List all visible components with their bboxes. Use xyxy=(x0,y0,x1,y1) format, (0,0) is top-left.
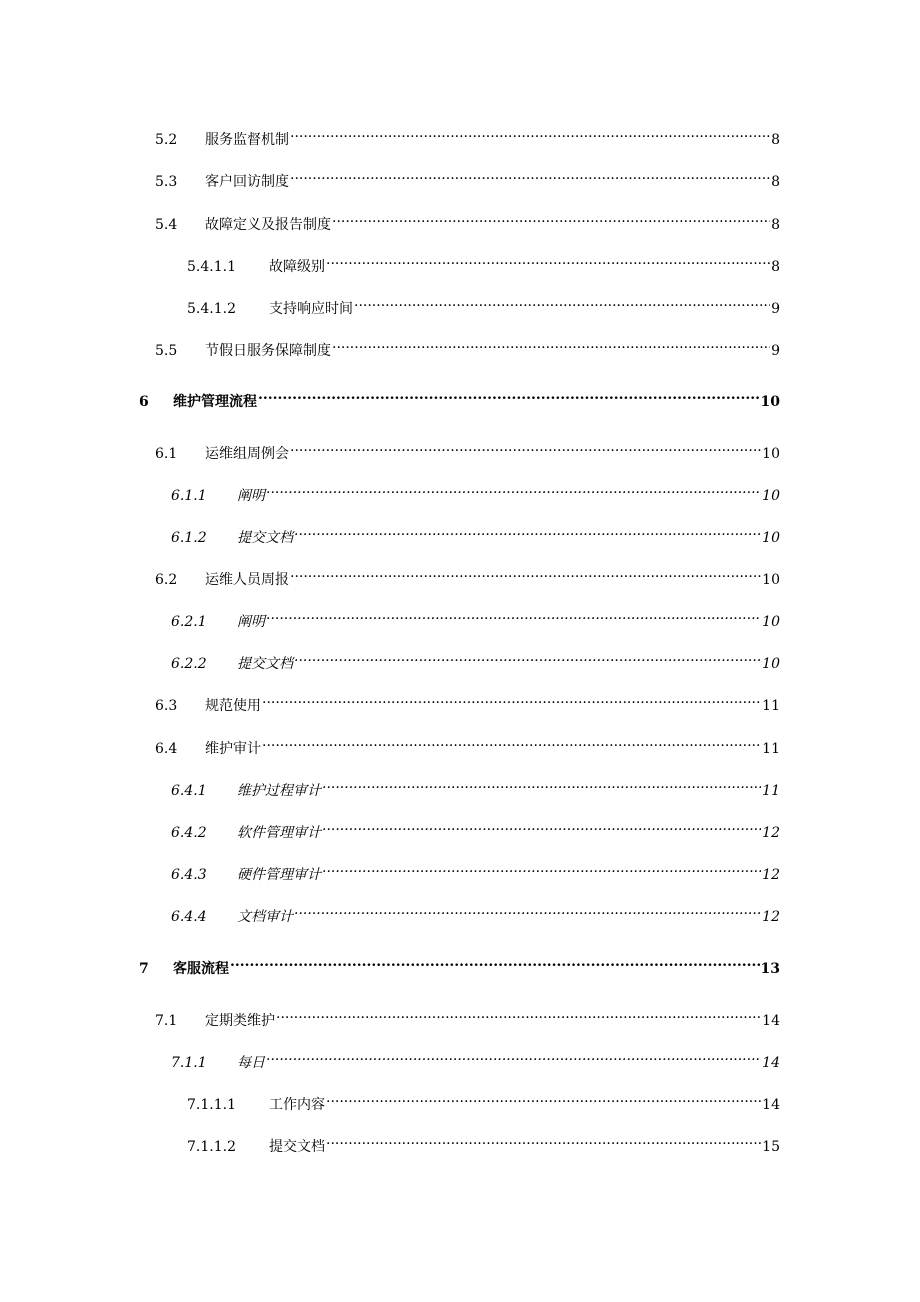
toc-number: 6.4.3 xyxy=(171,867,207,883)
toc-entry[interactable] xyxy=(155,562,780,588)
toc-title: 工作内容 xyxy=(269,1097,325,1113)
toc-leader xyxy=(266,478,761,500)
toc-title: 故障定义及报告制度 xyxy=(205,217,331,233)
toc-entry[interactable] xyxy=(171,520,780,546)
toc-number: 6.2.1 xyxy=(171,614,207,630)
toc-entry[interactable] xyxy=(155,122,780,148)
toc-number: 7.1.1.2 xyxy=(187,1139,236,1155)
toc-title: 硬件管理审计 xyxy=(237,867,321,883)
toc-page-number: 10 xyxy=(762,488,780,504)
toc-leader xyxy=(266,1045,761,1067)
toc-number: 7 xyxy=(139,961,149,977)
toc-entry[interactable] xyxy=(155,436,780,462)
toc-entry[interactable] xyxy=(171,604,780,630)
toc-title: 客户回访制度 xyxy=(205,174,289,190)
toc-title: 运维组周例会 xyxy=(205,446,289,462)
toc-page-number: 12 xyxy=(762,825,780,841)
toc-page-number: 10 xyxy=(762,572,780,588)
toc-number: 6.1 xyxy=(155,446,178,462)
toc-title: 提交文档 xyxy=(237,656,293,672)
toc-page-number: 14 xyxy=(762,1097,780,1113)
toc-number: 6.1.2 xyxy=(171,530,207,546)
toc-title: 定期类维护 xyxy=(205,1013,275,1029)
toc-leader xyxy=(290,164,770,186)
toc-entry[interactable] xyxy=(155,333,780,359)
toc-leader xyxy=(276,1003,761,1025)
toc-leader xyxy=(326,1129,761,1151)
toc-leader xyxy=(332,333,770,355)
toc-number: 6.4.4 xyxy=(171,909,207,925)
toc-number: 5.5 xyxy=(155,343,178,359)
toc-page-number: 10 xyxy=(762,614,780,630)
toc-entry[interactable] xyxy=(187,249,780,275)
toc-page-number: 12 xyxy=(762,867,780,883)
toc-number: 5.4 xyxy=(155,217,178,233)
toc-number: 6 xyxy=(139,394,149,410)
toc-page-number: 14 xyxy=(762,1055,780,1071)
toc-number: 6.3 xyxy=(155,698,178,714)
toc-page-number: 9 xyxy=(771,301,780,317)
toc-title: 节假日服务保障制度 xyxy=(205,343,331,359)
toc-entry[interactable] xyxy=(171,815,780,841)
toc-title: 运维人员周报 xyxy=(205,572,289,588)
toc-entry[interactable] xyxy=(155,164,780,190)
toc-entry[interactable] xyxy=(187,1087,780,1113)
toc-page-number: 14 xyxy=(762,1013,780,1029)
toc-page-number: 10 xyxy=(762,446,780,462)
toc-entry[interactable] xyxy=(171,1045,780,1071)
toc-title: 维护过程审计 xyxy=(237,783,321,799)
toc-page-number: 11 xyxy=(762,783,780,799)
toc-number: 6.1.1 xyxy=(171,488,207,504)
toc-entry[interactable] xyxy=(171,773,780,799)
toc-leader xyxy=(294,646,761,668)
toc-page-number: 10 xyxy=(762,656,780,672)
toc-leader xyxy=(326,249,770,271)
toc-page-number: 15 xyxy=(762,1139,780,1155)
toc-title: 服务监督机制 xyxy=(205,132,289,148)
toc-leader xyxy=(322,773,761,795)
toc-page-number: 9 xyxy=(771,343,780,359)
toc-entry[interactable] xyxy=(171,646,780,672)
toc-number: 5.4.1.2 xyxy=(187,301,236,317)
toc-number: 6.2 xyxy=(155,572,178,588)
toc-entry[interactable] xyxy=(155,207,780,233)
toc-title: 客服流程 xyxy=(173,961,229,977)
toc-number: 6.2.2 xyxy=(171,656,207,672)
toc-leader xyxy=(258,384,760,406)
toc-leader xyxy=(262,731,761,753)
toc-page-number: 8 xyxy=(771,259,780,275)
toc-entry[interactable] xyxy=(187,291,780,317)
toc-title: 提交文档 xyxy=(269,1139,325,1155)
toc-title: 维护管理流程 xyxy=(173,394,257,410)
toc-page-number: 8 xyxy=(771,217,780,233)
toc-leader xyxy=(262,688,761,710)
toc-title: 阐明 xyxy=(237,488,265,504)
toc-leader xyxy=(294,899,761,921)
toc-number: 7.1.1 xyxy=(171,1055,207,1071)
toc-page-number: 8 xyxy=(771,132,780,148)
toc-number: 5.2 xyxy=(155,132,178,148)
toc-page-number: 11 xyxy=(762,698,780,714)
toc-leader xyxy=(294,520,761,542)
toc-entry[interactable] xyxy=(171,857,780,883)
toc-leader xyxy=(290,122,770,144)
toc-leader xyxy=(290,562,761,584)
toc-title: 阐明 xyxy=(237,614,265,630)
toc-page-number: 11 xyxy=(762,741,780,757)
toc-number: 5.3 xyxy=(155,174,178,190)
toc-page-number: 13 xyxy=(760,961,780,977)
toc-leader xyxy=(290,436,761,458)
toc-page-number: 10 xyxy=(762,530,780,546)
toc-number: 5.4.1.1 xyxy=(187,259,236,275)
toc-title: 故障级别 xyxy=(269,259,325,275)
toc-page-number: 10 xyxy=(760,394,780,410)
toc-entry[interactable] xyxy=(155,731,780,757)
toc-leader xyxy=(326,1087,761,1109)
toc-number: 6.4.1 xyxy=(171,783,207,799)
toc-page-number: 8 xyxy=(771,174,780,190)
toc-title: 维护审计 xyxy=(205,741,261,757)
toc-entry[interactable] xyxy=(155,688,780,714)
toc-entry[interactable] xyxy=(171,478,780,504)
toc-leader xyxy=(266,604,761,626)
toc-leader xyxy=(322,857,761,879)
toc-title: 规范使用 xyxy=(205,698,261,714)
toc-entry[interactable] xyxy=(155,1003,780,1029)
toc-leader xyxy=(354,291,770,313)
toc-title: 软件管理审计 xyxy=(237,825,321,841)
toc-entry[interactable] xyxy=(139,384,780,410)
toc-number: 6.4 xyxy=(155,741,178,757)
toc-number: 6.4.2 xyxy=(171,825,207,841)
toc-title: 支持响应时间 xyxy=(269,301,353,317)
toc-number: 7.1.1.1 xyxy=(187,1097,236,1113)
toc-entry[interactable] xyxy=(171,899,780,925)
toc-page-number: 12 xyxy=(762,909,780,925)
toc-title: 每日 xyxy=(237,1055,265,1071)
toc-entry[interactable] xyxy=(139,951,780,977)
toc-leader xyxy=(332,207,770,229)
toc-entry[interactable] xyxy=(187,1129,780,1155)
toc-title: 提交文档 xyxy=(237,530,293,546)
toc-leader xyxy=(230,951,760,973)
toc-number: 7.1 xyxy=(155,1013,178,1029)
toc-title: 文档审计 xyxy=(237,909,293,925)
toc-leader xyxy=(322,815,761,837)
